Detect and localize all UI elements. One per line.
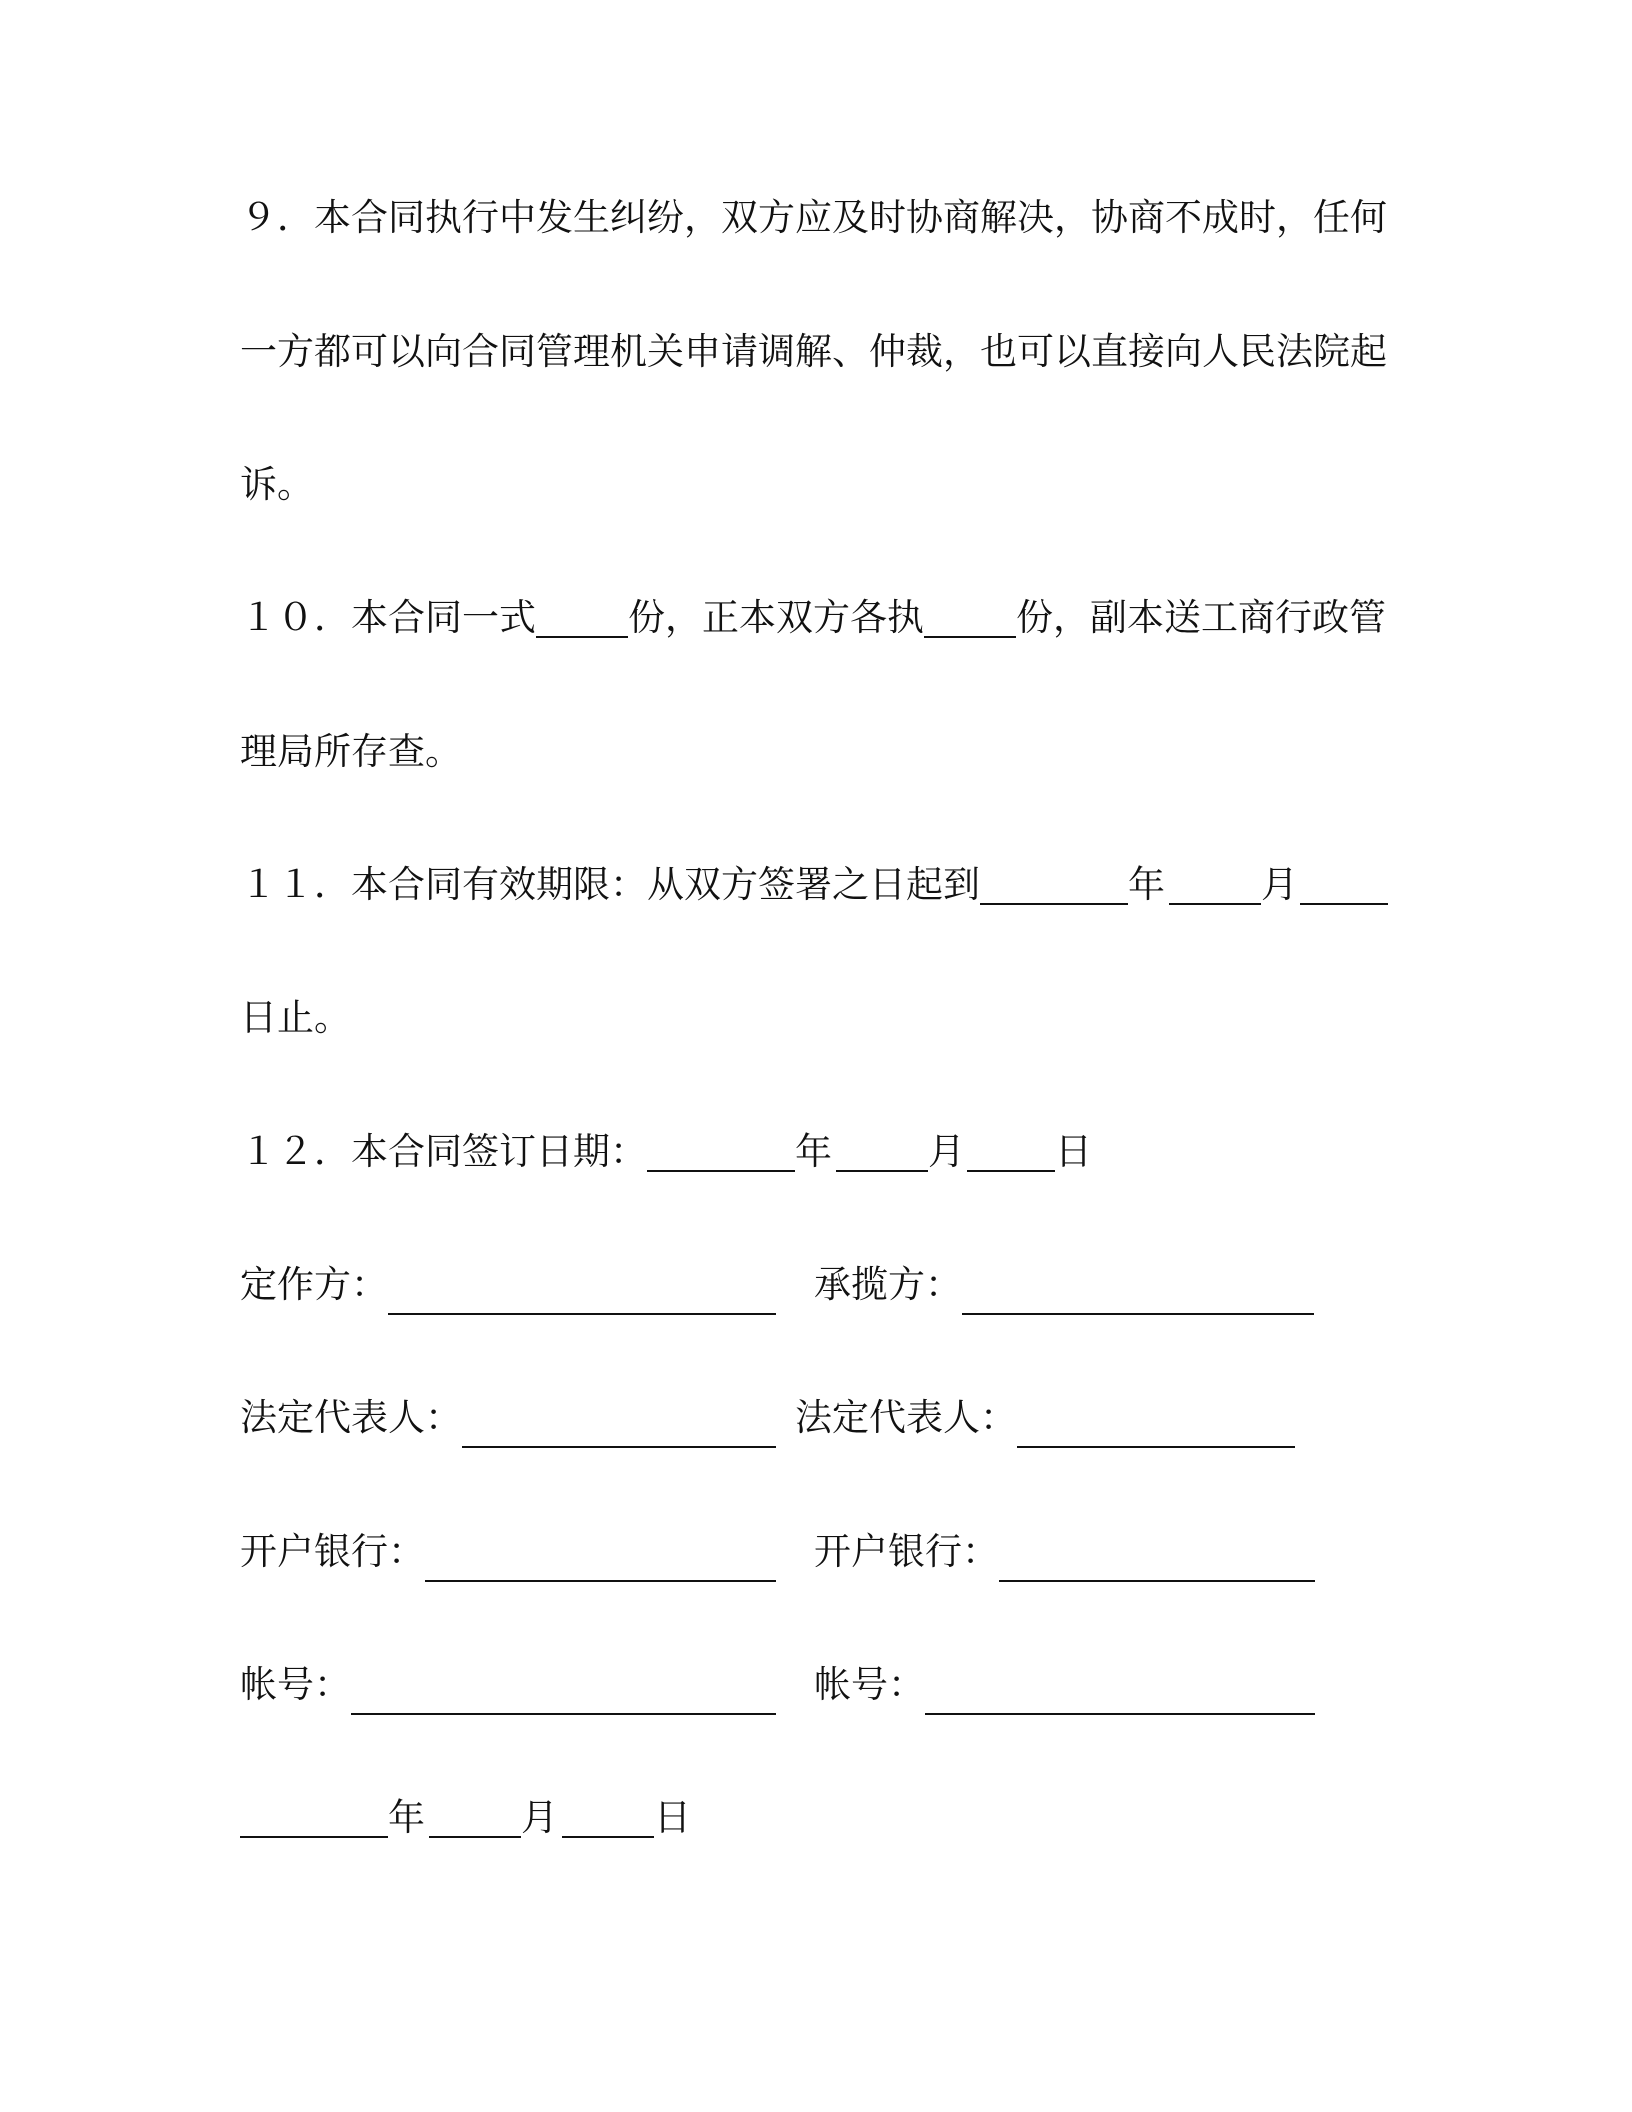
clause-10-line-2: 理局所存查。 — [240, 730, 462, 773]
clause-10-line-1 — [240, 588, 1386, 648]
clause-12-text: １２．本合同签订日期： — [240, 1130, 647, 1173]
clause-10-text-2: 份，正本双方各执 — [628, 596, 924, 639]
left-bank-blank[interactable] — [425, 1580, 776, 1582]
right-bank-blank[interactable] — [999, 1580, 1315, 1582]
left-party-label: 定作方： — [240, 1263, 388, 1306]
left-account-blank[interactable] — [351, 1713, 776, 1715]
clause-9-line-3: 诉。 — [240, 463, 314, 506]
left-party-blank[interactable] — [388, 1313, 776, 1315]
signing-day-blank[interactable] — [967, 1130, 1055, 1172]
footer-month-blank[interactable] — [429, 1796, 521, 1838]
clause-9-line-1: ９．本合同执行中发生纠纷，双方应及时协商解决，协商不成时，任何 — [240, 196, 1387, 239]
right-account-label: 帐号： — [814, 1663, 925, 1706]
right-party-blank[interactable] — [962, 1313, 1314, 1315]
clause-10-text-3: 份，副本送工商行政管 — [1016, 596, 1386, 639]
footer-year-blank[interactable] — [240, 1796, 388, 1838]
footer-date-line — [240, 1788, 1380, 1848]
right-representative-blank[interactable] — [1017, 1446, 1295, 1448]
clause-11-line-2: 日止。 — [240, 996, 351, 1039]
left-representative-blank[interactable] — [462, 1446, 776, 1448]
footer-day-blank[interactable] — [562, 1796, 654, 1838]
left-account-label: 帐号： — [240, 1663, 351, 1706]
validity-month-label: 月 — [1261, 863, 1298, 906]
signing-year-label: 年 — [795, 1130, 832, 1173]
clause-10-text-1: １０．本合同一式 — [240, 596, 536, 639]
signing-year-blank[interactable] — [647, 1130, 795, 1172]
footer-day-label: 日 — [654, 1796, 691, 1839]
footer-year-label: 年 — [388, 1796, 425, 1839]
clause-12-line — [240, 1122, 1380, 1182]
copies-total-blank[interactable] — [536, 596, 628, 638]
right-party-label: 承揽方： — [814, 1263, 962, 1306]
right-bank-label: 开户银行： — [814, 1530, 999, 1573]
validity-year-blank[interactable] — [980, 863, 1128, 905]
copies-each-blank[interactable] — [924, 596, 1016, 638]
clause-11-line-1 — [240, 855, 1380, 915]
signing-month-blank[interactable] — [836, 1130, 928, 1172]
signing-month-label: 月 — [928, 1130, 965, 1173]
validity-day-blank[interactable] — [1300, 863, 1388, 905]
validity-year-label: 年 — [1128, 863, 1165, 906]
left-bank-label: 开户银行： — [240, 1530, 425, 1573]
right-account-blank[interactable] — [925, 1713, 1315, 1715]
left-representative-label: 法定代表人： — [240, 1396, 462, 1439]
clause-9-line-2: 一方都可以向合同管理机关申请调解、仲裁，也可以直接向人民法院起 — [240, 330, 1387, 373]
footer-month-label: 月 — [521, 1796, 558, 1839]
validity-month-blank[interactable] — [1169, 863, 1261, 905]
signing-day-label: 日 — [1055, 1130, 1092, 1173]
clause-11-text: １１．本合同有效期限：从双方签署之日起到 — [240, 863, 980, 906]
right-representative-label: 法定代表人： — [795, 1396, 1017, 1439]
